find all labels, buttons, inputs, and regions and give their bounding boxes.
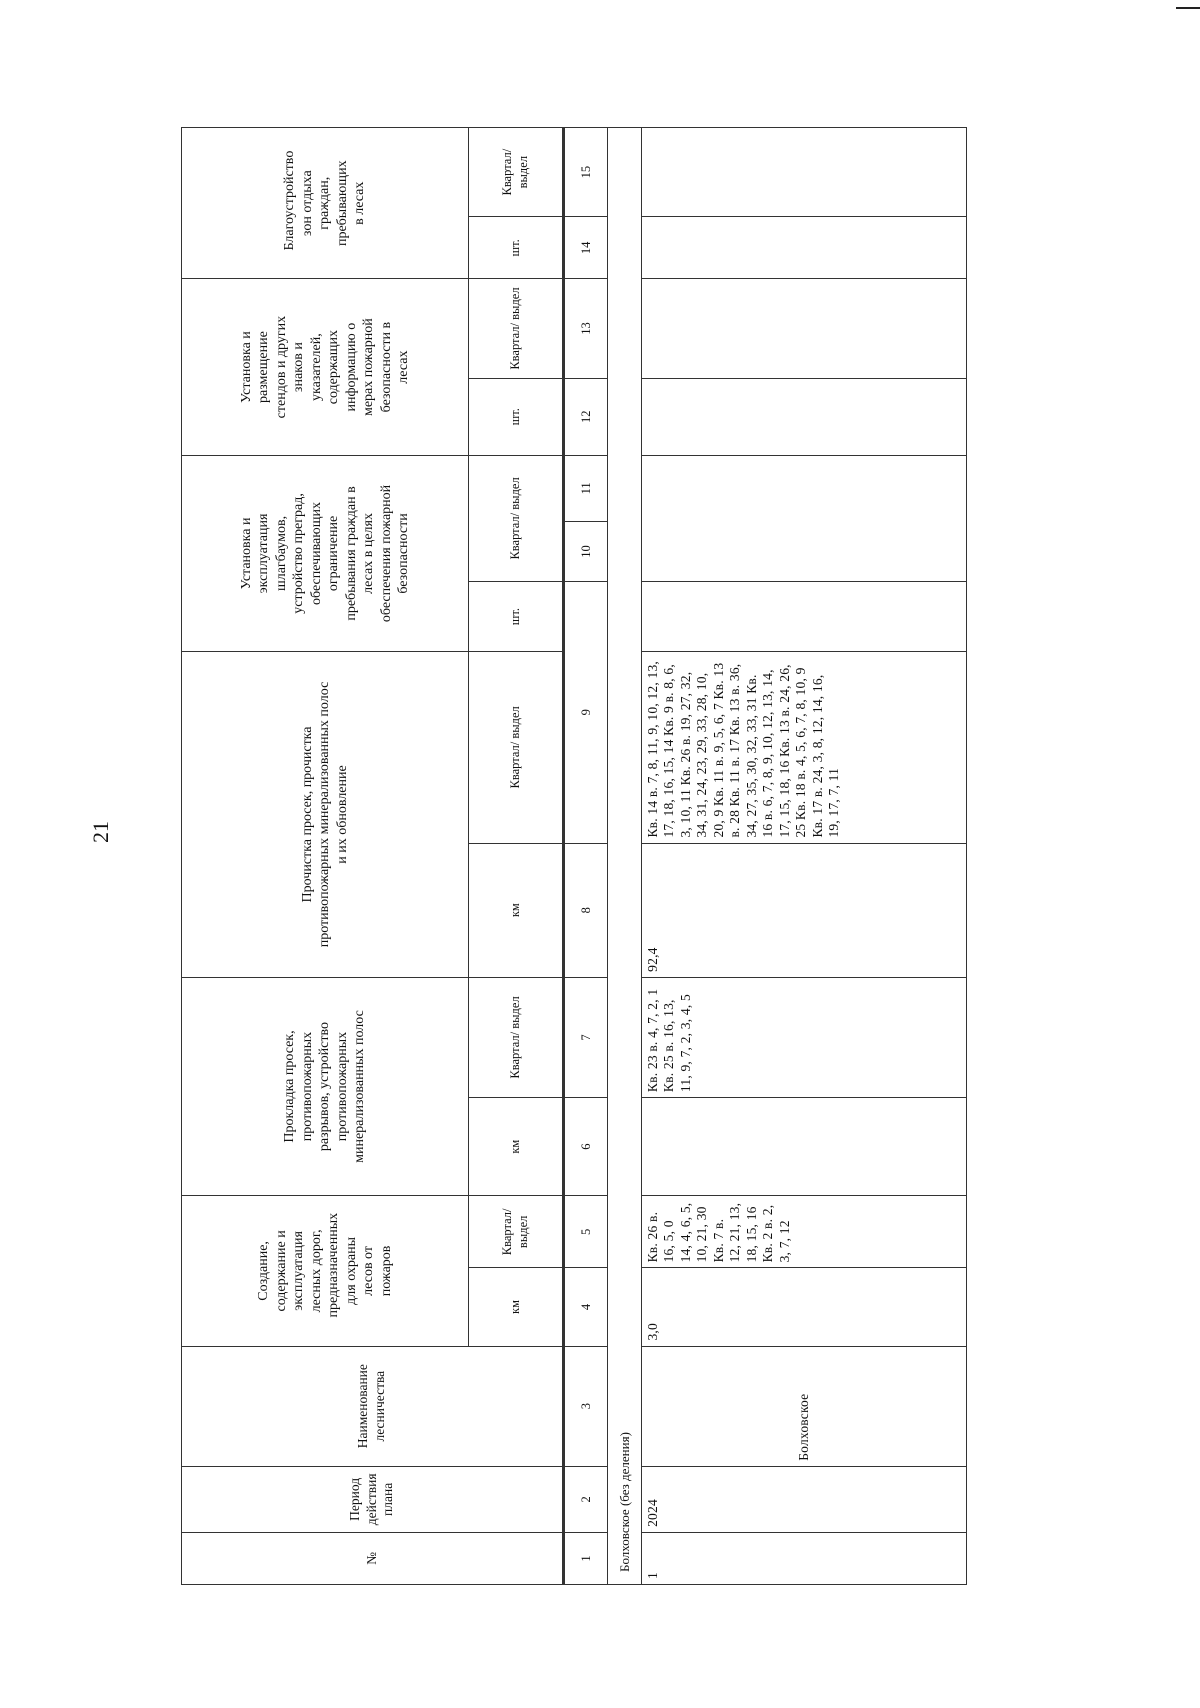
cell-recreation-pcs	[642, 217, 967, 279]
rotated-table-sheet	[181, 127, 966, 1585]
col-number: 5	[564, 1196, 608, 1268]
subheader-quarter: Квартал/ выдел	[469, 977, 564, 1097]
subheader-pcs: шт.	[469, 582, 564, 652]
subheader-km: км	[469, 843, 564, 977]
col-number: 8	[564, 843, 608, 977]
col-number: 10	[564, 521, 608, 581]
cell-recreation-quarter	[642, 128, 967, 217]
page-number: 21	[88, 821, 113, 843]
subheader-quarter: Квартал/ выдел	[469, 128, 564, 217]
cell-barriers-quarter	[642, 455, 967, 581]
subheader-quarter: Квартал/ выдел	[469, 652, 564, 843]
subheader-pcs: шт.	[469, 378, 564, 455]
col-number: 4	[564, 1268, 608, 1346]
cell-cleaning-km: 92,4	[642, 843, 967, 977]
cell-roads-km: 3,0	[642, 1268, 967, 1346]
col-number: 12	[564, 378, 608, 455]
col-number: 1	[564, 1532, 608, 1584]
header-group-clearing: Прокладка просек, противопожарных разрывов, устройство противопожарных минерализованных полос	[182, 977, 469, 1195]
subheader-quarter: Квартал/ выдел	[469, 1196, 564, 1268]
cell-clearing-quarter: Кв. 23 в. 4, 7, 2, 1 Кв. 25 в. 16, 13, 11, 9, 7, 2, 3, 4, 5	[642, 977, 967, 1097]
col-number: 14	[564, 217, 608, 279]
header-no: №	[182, 1532, 564, 1584]
col-number: 9	[564, 582, 608, 844]
col-number: 2	[564, 1466, 608, 1532]
cell-signs-pcs	[642, 378, 967, 455]
subheader-pcs: шт.	[469, 217, 564, 279]
cell-period: 2024	[642, 1466, 967, 1532]
cell-barriers-pcs	[642, 582, 967, 652]
subheader-quarter: Квартал/ выдел	[469, 455, 564, 581]
col-number: 7	[564, 977, 608, 1097]
cell-clearing-km	[642, 1098, 967, 1196]
header-group-roads: Создание, содержание и эксплуатация лесных дорог, предназначенных для охраны лесов от пожаров	[182, 1196, 469, 1346]
header-forestry: Наименование лесничества	[182, 1346, 564, 1466]
region-row: Болховское (без деления)	[608, 128, 642, 1585]
col-number: 6	[564, 1098, 608, 1196]
header-group-recreation: Благоустройство зон отдыха граждан, пребывающих в лесах	[182, 128, 469, 279]
cell-cleaning-quarter: Кв. 14 в. 7, 8, 11, 9, 10, 12, 13, 17, 18, 16, 15, 14 Кв. 9 в. 8, 6, 3, 10, 11 Кв. 26 в. 19, 27, 32, 34, 31, 24, 23, 29, 33, 28, 10, 20, 9 Кв. 11 в. 9, 5, 6, 7 Кв. 13 в. 28 Кв. 11 в. 17 Кв. 13 в. 36, 34, 27, 35, 30, 32, 33, 31 Кв. 16 в. 6, 7, 8, 9, 10, 12, 13, 14, 17, 15, 18, 16 Кв. 13 в. 24, 26, 25 Кв. 18 в. 4, 5, 6, 7, 8, 10, 9 Кв. 17 в. 24, 3, 8, 12, 14, 16, 19, 17, 7, 11	[642, 652, 967, 843]
subheader-quarter: Квартал/ выдел	[469, 279, 564, 378]
cell-roads-quarter: Кв. 26 в. 16, 5, 0 14, 4, 6, 5, 10, 21, 30 Кв. 7 в. 12, 21, 13, 18, 15, 16 Кв. 2 в. 2, 3, 7, 12	[642, 1196, 967, 1268]
subheader-km: км	[469, 1268, 564, 1346]
subheader-km: км	[469, 1098, 564, 1196]
header-period: Период действия плана	[182, 1466, 564, 1532]
header-group-barriers: Установка и эксплуатация шлагбаумов, устройство преград, обеспечивающих ограничение пребывания граждан в лесах в целях обеспечения пожарной безопасности	[182, 455, 469, 651]
corner-mark	[1176, 7, 1200, 9]
col-number: 13	[564, 279, 608, 378]
col-number: 11	[564, 455, 608, 521]
col-number: 3	[564, 1346, 608, 1466]
col-number: 15	[564, 128, 608, 217]
cell-no: 1	[642, 1532, 967, 1584]
fire-safety-plan-table	[181, 127, 967, 1585]
header-group-signs: Установка и размещение стендов и других знаков и указателей, содержащих информацию о мерах пожарной безопасности в лесах	[182, 279, 469, 455]
cell-signs-quarter	[642, 279, 967, 378]
header-group-cleaning: Прочистка просек, прочистка противопожарных минерализованных полос и их обновление	[182, 652, 469, 978]
cell-forestry: Болховское	[642, 1346, 967, 1466]
